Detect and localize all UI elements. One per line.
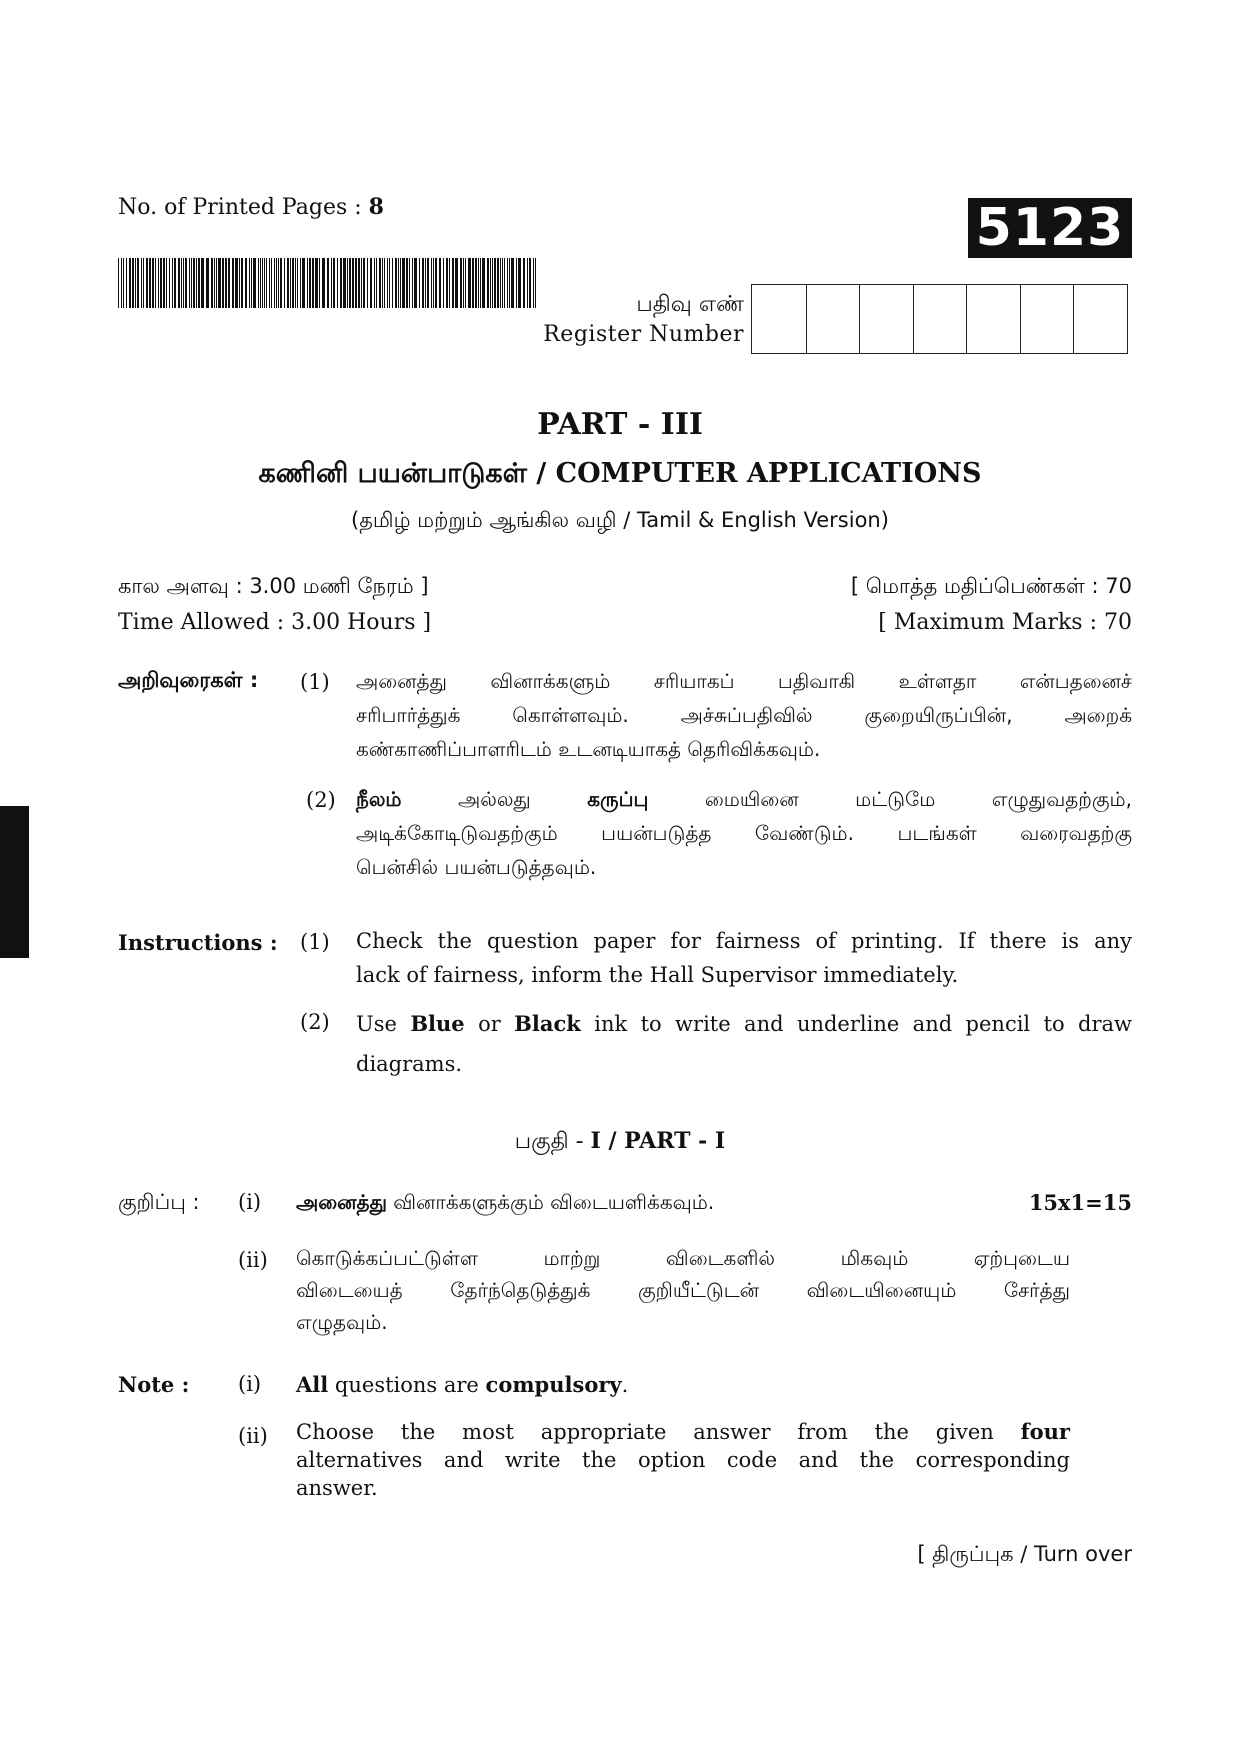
- barcode-bar: [468, 258, 471, 308]
- register-digit-box[interactable]: [752, 285, 806, 353]
- barcode-bar: [292, 258, 294, 308]
- barcode-bar: [129, 258, 131, 308]
- barcode-bar: [269, 258, 270, 308]
- text-line: சரிபார்த்துக் கொள்ளவும். அச்சுப்பதிவில் குறையிருப்பின், அறைக்: [356, 703, 1132, 727]
- note-number: (i): [238, 1190, 262, 1214]
- barcode-bar: [361, 258, 362, 308]
- instruction-number: (2): [306, 788, 336, 812]
- barcode-bar: [504, 258, 505, 308]
- section-heading: [0, 1128, 1240, 1157]
- paper-code: 5123: [975, 198, 1125, 258]
- barcode-bar: [290, 258, 291, 308]
- barcode-bar: [135, 258, 136, 308]
- barcode-bar: [507, 258, 508, 308]
- barcode-bar: [412, 258, 413, 308]
- barcode-bar: [312, 258, 314, 308]
- instructions-tamil-label: அறிவுரைகள் :: [118, 668, 259, 692]
- barcode-bar: [374, 258, 375, 308]
- text-line: [356, 1004, 1132, 1044]
- barcode-bar: [258, 258, 259, 308]
- barcode-bar: [309, 258, 311, 308]
- barcode-bar: [527, 258, 528, 308]
- barcode-bar: [241, 258, 243, 308]
- register-digit-box[interactable]: [1020, 285, 1074, 353]
- instruction-english-1: [356, 924, 1132, 992]
- barcode-bar: [126, 258, 127, 308]
- bold-compulsory: compulsory: [485, 1372, 622, 1397]
- barcode-bar: [278, 258, 279, 308]
- note-english-1: [296, 1372, 628, 1397]
- barcode-bar: [146, 258, 148, 308]
- bold-all: அனைத்து: [296, 1190, 387, 1214]
- register-digit-box[interactable]: [806, 285, 860, 353]
- barcode-bar: [232, 258, 234, 308]
- barcode-bar: [439, 258, 441, 308]
- barcode-bar: [494, 258, 496, 308]
- instruction-number: (1): [300, 670, 330, 694]
- barcode-bar: [358, 258, 360, 308]
- subject-title-separator: /: [527, 458, 556, 489]
- barcode-bar: [327, 258, 329, 308]
- maximum-marks-tamil: [ மொத்த மதிப்பெண்கள் : 70: [850, 574, 1132, 598]
- barcode-bar: [137, 258, 139, 308]
- bold-four: four: [1020, 1419, 1070, 1444]
- barcode-bar: [201, 258, 204, 308]
- register-label-english: Register Number: [543, 322, 744, 347]
- barcode-bar: [307, 258, 308, 308]
- barcode-bar: [274, 258, 275, 308]
- barcode-bar: [158, 258, 159, 308]
- barcode-bar: [355, 258, 357, 308]
- register-number-boxes[interactable]: [751, 284, 1128, 354]
- barcode-bar: [509, 258, 510, 308]
- barcode-bar: [480, 258, 481, 308]
- barcode-bar: [189, 258, 190, 308]
- barcode-bar: [379, 258, 381, 308]
- barcode-bar: [340, 258, 342, 308]
- register-digit-box[interactable]: [1073, 285, 1127, 353]
- barcode-bar: [446, 258, 448, 308]
- text-line: அனைத்து வினாக்களும் சரியாகப் பதிவாகி உள்ளதா என்பதனைச்: [356, 669, 1132, 693]
- barcode-bar: [253, 258, 256, 308]
- text-line: alternatives and write the option code and the corresponding: [296, 1448, 1070, 1472]
- barcode-bar: [400, 258, 401, 308]
- barcode-bar: [262, 258, 263, 308]
- barcode-bar: [337, 258, 338, 308]
- barcode-bar: [449, 258, 450, 308]
- text-line: கொடுக்கப்பட்டுள்ள மாற்று விடைகளில் மிகவும் ஏற்புடைய: [296, 1246, 1070, 1270]
- text-fragment: questions are: [328, 1373, 486, 1397]
- subject-title-tamil: கணினி பயன்பாடுகள்: [258, 458, 527, 489]
- text-line: [356, 782, 1132, 816]
- barcode-bar: [322, 258, 325, 308]
- printed-pages-label: No. of Printed Pages :: [118, 195, 362, 220]
- barcode-bar: [367, 258, 368, 308]
- subject-title: [0, 458, 1240, 493]
- barcode-bar: [235, 258, 238, 308]
- text-fragment: .: [621, 1373, 629, 1397]
- barcode-bar: [452, 258, 454, 308]
- note-tamil-label: குறிப்பு :: [118, 1190, 200, 1214]
- barcode-bar: [160, 258, 162, 308]
- barcode-bar: [455, 258, 458, 308]
- barcode-bar: [152, 258, 154, 308]
- barcode-bar: [295, 258, 296, 308]
- barcode-bar: [349, 258, 351, 308]
- barcode-bar: [271, 258, 272, 308]
- text-line: அடிக்கோடிடுவதற்கும் பயன்படுத்த வேண்டும். படங்கள் வரைவதற்கு: [356, 821, 1132, 845]
- barcode-bar: [284, 258, 285, 308]
- barcode-bar: [185, 258, 187, 308]
- text-fragment: or: [464, 1012, 515, 1036]
- time-allowed-tamil: கால அளவு : 3.00 மணி நேரம் ]: [118, 574, 429, 598]
- barcode-bar: [228, 258, 230, 308]
- note-number: (i): [238, 1372, 262, 1396]
- text-line: diagrams.: [356, 1052, 463, 1076]
- text-line: எழுதவும்.: [296, 1310, 388, 1334]
- instruction-english-2: [356, 1004, 1132, 1084]
- barcode-bar: [487, 258, 489, 308]
- register-digit-box[interactable]: [913, 285, 967, 353]
- barcode-bar: [245, 258, 247, 308]
- text-line: Check the question paper for fairness of printing. If there is any: [356, 929, 1132, 953]
- barcode-bar: [443, 258, 444, 308]
- barcode-bar: [239, 258, 240, 308]
- barcode-bar: [384, 258, 385, 308]
- text-fragment: Choose the most appropriate answer from the given: [296, 1420, 1021, 1444]
- barcode-bar: [121, 258, 122, 308]
- barcode-bar: [191, 258, 192, 308]
- side-marker-tab: [0, 806, 29, 958]
- barcode-bar: [214, 258, 215, 308]
- barcode-bar: [315, 258, 318, 308]
- register-digit-box[interactable]: [966, 285, 1020, 353]
- barcode-bar: [225, 258, 227, 308]
- barcode-bar: [347, 258, 348, 308]
- barcode-bar: [497, 258, 499, 308]
- bold-black: Black: [514, 1011, 581, 1036]
- instruction-number: (1): [300, 930, 330, 954]
- text-line: பென்சில் பயன்படுத்தவும்.: [356, 855, 597, 879]
- barcode-bar: [492, 258, 493, 308]
- text-fragment: மையினை மட்டுமே எழுதுவதற்கும்,: [648, 787, 1132, 811]
- barcode-bar: [500, 258, 501, 308]
- barcode-bar: [435, 258, 437, 308]
- barcode-bar: [266, 258, 267, 308]
- register-digit-box[interactable]: [859, 285, 913, 353]
- medium-version: (தமிழ் மற்றும் ஆங்கில வழி / Tamil & English Version): [351, 508, 889, 532]
- barcode-bar: [118, 258, 119, 308]
- barcode-bar: [422, 258, 424, 308]
- barcode-bar: [465, 258, 466, 308]
- barcode-bar: [533, 258, 534, 308]
- barcode-bar: [141, 258, 142, 308]
- barcode-bar: [297, 258, 298, 308]
- barcode-bar: [280, 258, 282, 308]
- instruction-tamil-1: [356, 664, 1132, 766]
- turn-over-note: [917, 1542, 1132, 1569]
- barcode-bar: [132, 258, 134, 308]
- barcode-bar: [143, 258, 144, 308]
- barcode-bar: [427, 258, 429, 308]
- barcode-bar: [181, 258, 182, 308]
- barcode-bar: [166, 258, 167, 308]
- note-english-label: Note :: [118, 1372, 190, 1397]
- barcode-bar: [276, 258, 277, 308]
- barcode-bar: [463, 258, 464, 308]
- paper-code-badge: [968, 198, 1132, 258]
- text-fragment: Use: [356, 1012, 411, 1036]
- barcode-bar: [363, 258, 365, 308]
- barcode-bar: [478, 258, 479, 308]
- barcode-bar: [395, 258, 397, 308]
- barcode-bar: [216, 258, 217, 308]
- turn-over-text: [ திருப்புக / Turn over: [917, 1542, 1132, 1566]
- barcode-bar: [406, 258, 408, 308]
- maximum-marks-english: [ Maximum Marks : 70: [878, 610, 1132, 635]
- barcode-bar: [392, 258, 393, 308]
- register-label-tamil: பதிவு எண்: [636, 292, 744, 317]
- barcode-bar: [382, 258, 383, 308]
- bold-blue: Blue: [410, 1011, 465, 1036]
- bold-blue: நீலம்: [356, 787, 402, 811]
- barcode-bar: [387, 258, 388, 308]
- barcode-bar: [183, 258, 184, 308]
- barcode-bar: [460, 258, 462, 308]
- bold-black: கருப்பு: [587, 787, 649, 811]
- barcode-bar: [300, 258, 301, 308]
- section-heading-tamil: பகுதி -: [514, 1129, 591, 1154]
- barcode-bar: [333, 258, 335, 308]
- marks-allocation: 15x1=15: [1028, 1190, 1132, 1215]
- barcode-bar: [172, 258, 173, 308]
- text-line: [296, 1418, 1070, 1446]
- note-english-2: [296, 1418, 1070, 1502]
- instruction-tamil-2: [356, 782, 1132, 884]
- printed-pages-count: [118, 196, 384, 219]
- barcode-bar: [370, 258, 372, 308]
- barcode-bar: [155, 258, 156, 308]
- bold-all: All: [296, 1372, 329, 1397]
- barcode-bar: [287, 258, 289, 308]
- barcode-bar: [502, 258, 503, 308]
- text-line: விடையைத் தேர்ந்தெடுத்துக் குறியீட்டுடன் விடையினையும் சேர்த்து: [296, 1278, 1070, 1302]
- barcode-bar: [433, 258, 434, 308]
- barcode-bar: [511, 258, 514, 308]
- barcode-bar: [518, 258, 521, 308]
- barcode-bar: [211, 258, 213, 308]
- barcode-bar: [251, 258, 252, 308]
- barcode-bar: [343, 258, 346, 308]
- barcode-bar: [472, 258, 474, 308]
- barcode-bar: [302, 258, 305, 308]
- barcode-bar: [331, 258, 332, 308]
- text-fragment: அல்லது: [401, 787, 588, 811]
- subject-title-english: COMPUTER APPLICATIONS: [555, 458, 982, 489]
- text-line: lack of fairness, inform the Hall Supervisor immediately.: [356, 963, 959, 987]
- barcode-bar: [414, 258, 417, 308]
- text-line: கண்காணிப்பாளரிடம் உடனடியாகத் தெரிவிக்கவும்.: [356, 737, 821, 761]
- section-heading-english: I / PART - I: [590, 1128, 726, 1154]
- note-number: (ii): [238, 1248, 268, 1272]
- note-number: (ii): [238, 1424, 268, 1448]
- barcode-bar: [402, 258, 405, 308]
- barcode-bar: [389, 258, 390, 308]
- part-title: PART - III: [537, 407, 703, 442]
- time-allowed-english: Time Allowed : 3.00 Hours ]: [118, 610, 432, 635]
- barcode-bar: [218, 258, 221, 308]
- barcode-bar: [523, 258, 525, 308]
- barcode-bar: [123, 258, 124, 308]
- barcode-bar: [264, 258, 265, 308]
- barcode-bar: [198, 258, 200, 308]
- barcode-bar: [169, 258, 170, 308]
- barcode-bar: [425, 258, 426, 308]
- barcode-bar: [419, 258, 420, 308]
- barcode-bar: [163, 258, 165, 308]
- barcode-bar: [206, 258, 209, 308]
- barcode-bar: [260, 258, 261, 308]
- barcode-bar: [475, 258, 477, 308]
- note-tamil-2: [296, 1242, 1070, 1338]
- barcode-bar: [535, 258, 536, 308]
- barcode-bar: [490, 258, 491, 308]
- barcode-bar: [193, 258, 195, 308]
- barcode-bar: [352, 258, 354, 308]
- text-line: answer.: [296, 1476, 378, 1500]
- instruction-number: (2): [300, 1010, 330, 1034]
- barcode-bar: [249, 258, 250, 308]
- barcode-bar: [409, 258, 410, 308]
- barcode-bar: [376, 258, 377, 308]
- barcode-bar: [431, 258, 432, 308]
- text-fragment: வினாக்களுக்கும் விடையளிக்கவும்.: [386, 1190, 715, 1214]
- printed-pages-value: 8: [368, 194, 384, 220]
- barcode-bar: [516, 258, 517, 308]
- barcode-bar: [222, 258, 224, 308]
- barcode-bar: [529, 258, 531, 308]
- barcode-bar: [196, 258, 197, 308]
- instructions-english-label: Instructions :: [118, 930, 278, 955]
- note-tamil-1: [296, 1190, 714, 1217]
- barcode-bar: [178, 258, 180, 308]
- barcode-bar: [398, 258, 399, 308]
- barcode-bar: [482, 258, 485, 308]
- barcode-bar: [149, 258, 151, 308]
- barcode-bar: [174, 258, 176, 308]
- barcode-bar: [319, 258, 320, 308]
- text-fragment: ink to write and underline and pencil to draw: [580, 1012, 1132, 1036]
- barcode-image: [118, 258, 536, 308]
